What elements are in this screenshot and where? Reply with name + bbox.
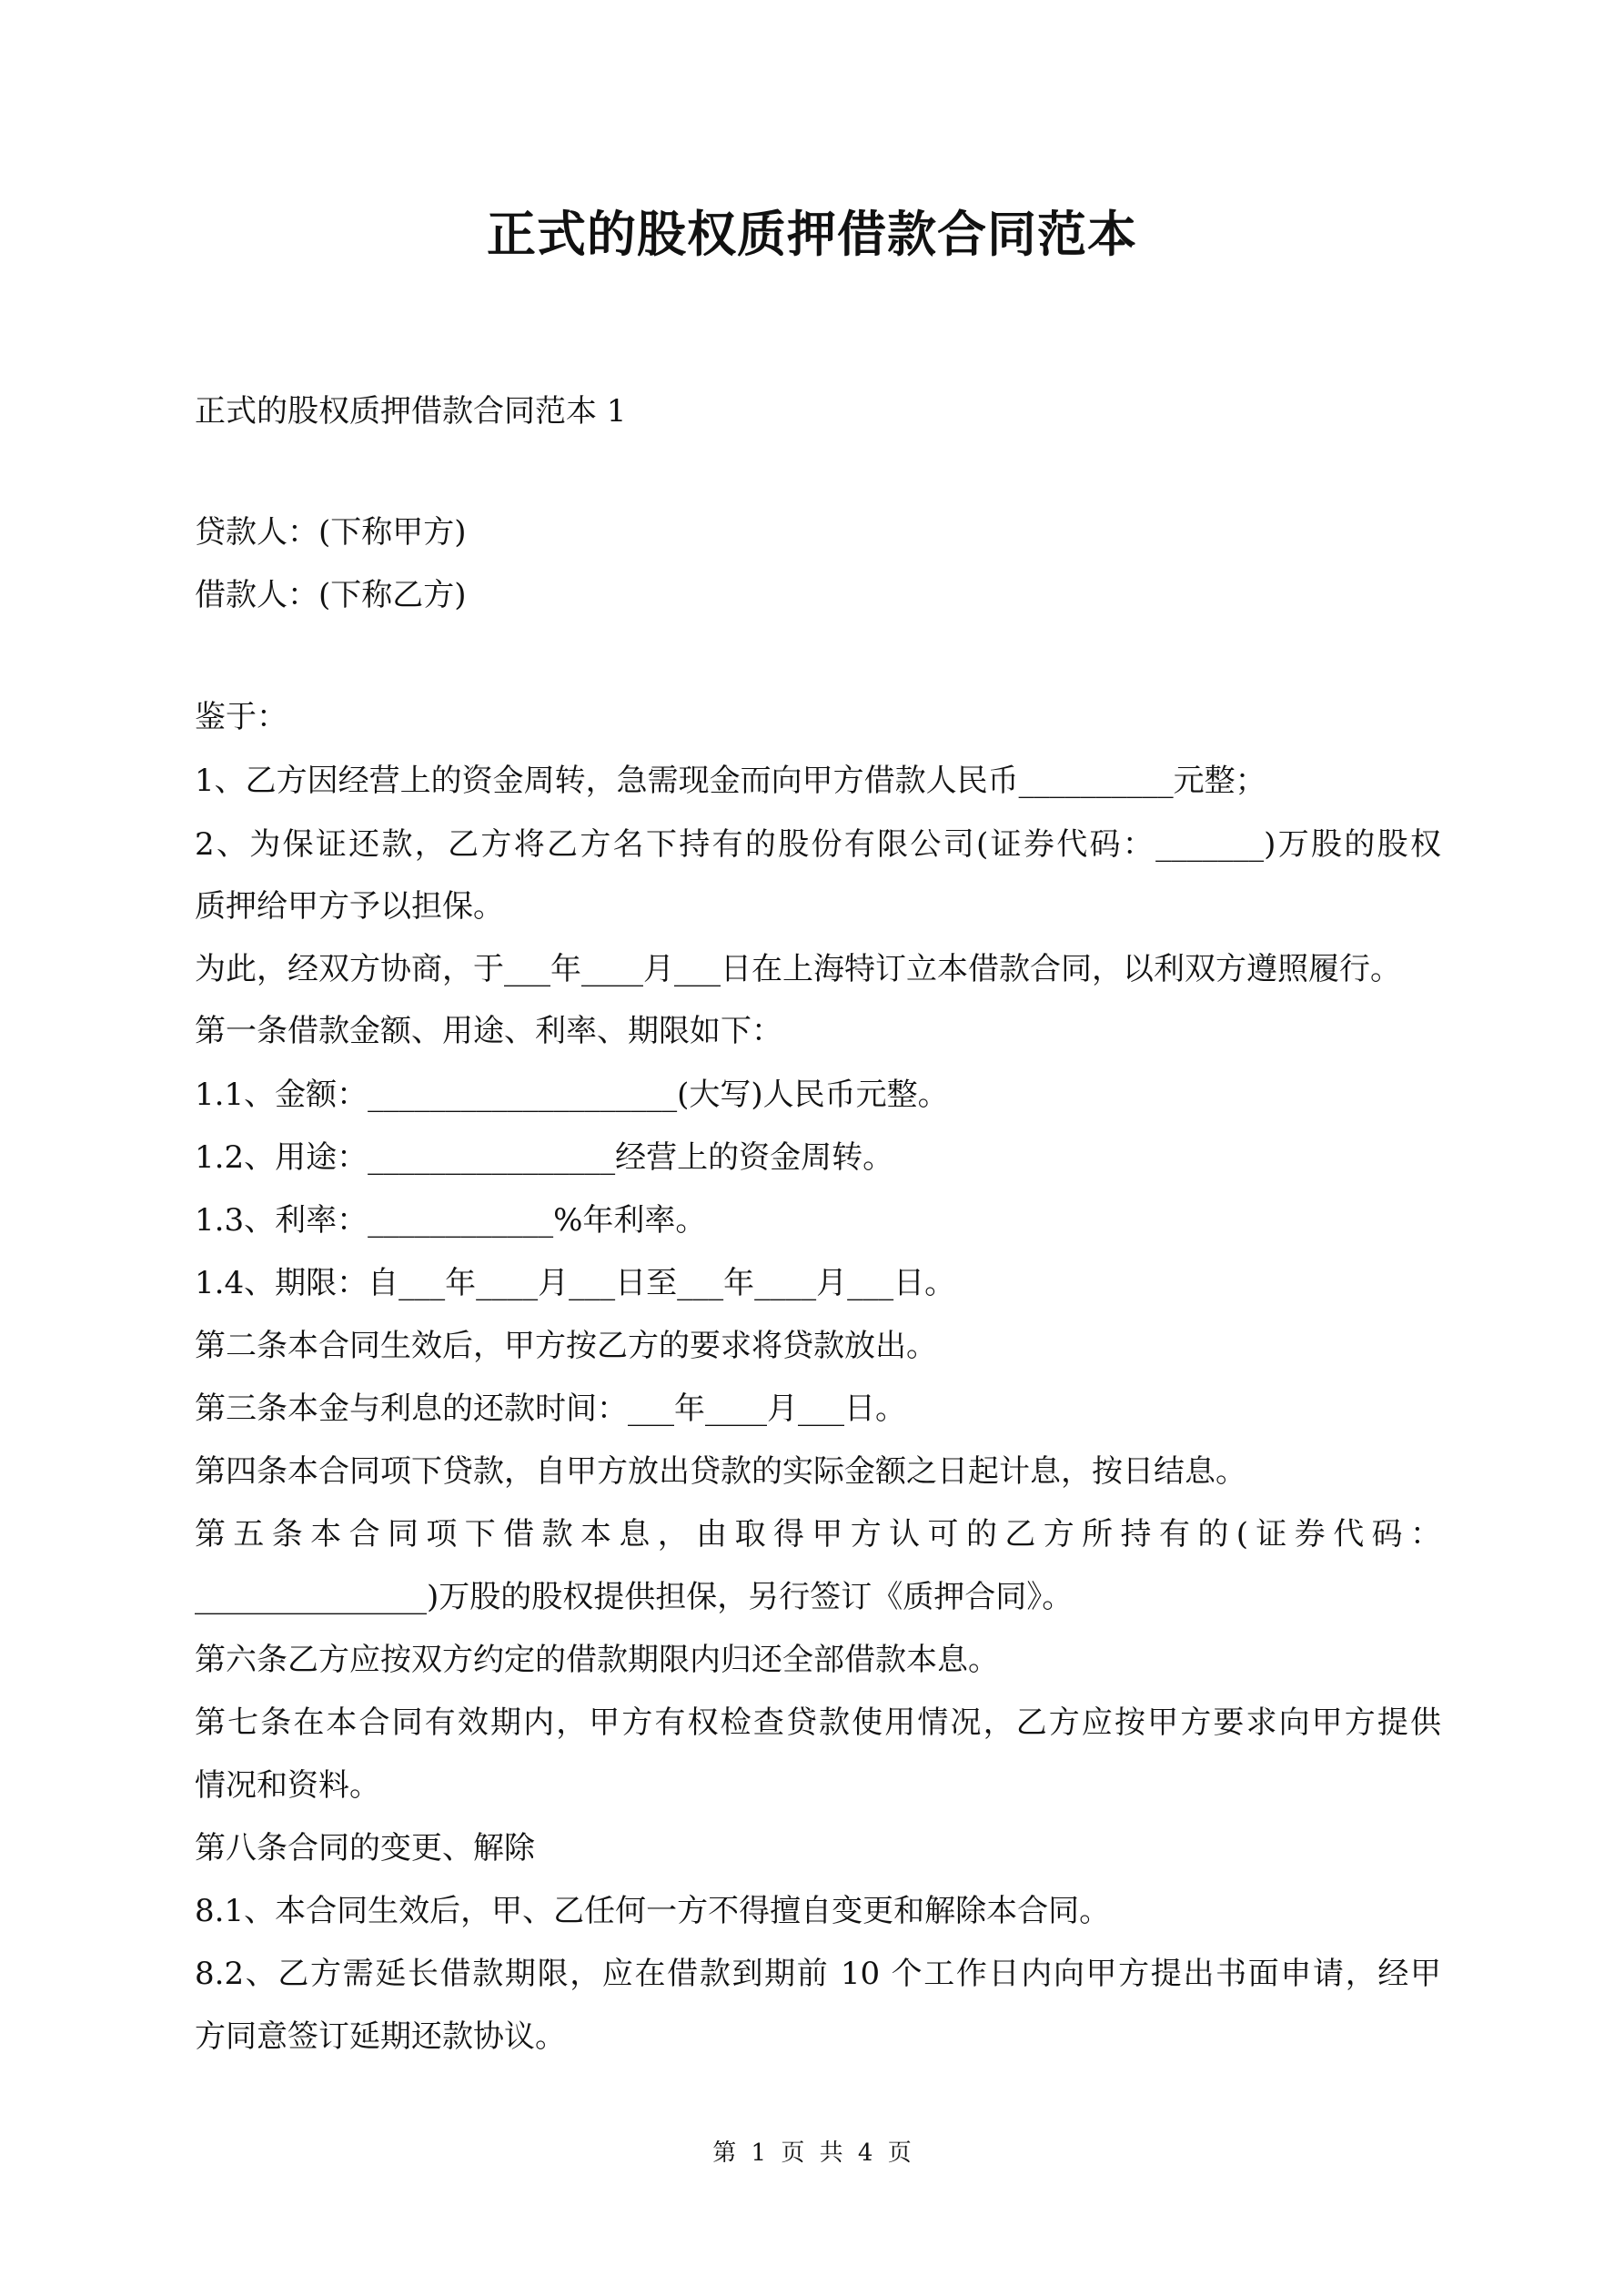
article-5: 第五条本合同项下借款本息，由取得甲方认可的乙方所持有的(证券代码：	[195, 1516, 1441, 1553]
whereas-item-2-cont: 质押给甲方予以担保。	[195, 888, 504, 925]
page-footer: 第 1 页 共 4 页	[712, 2139, 912, 2167]
article-5-cont: _______________)万股的股权提供担保，另行签订《质押合同》。	[195, 1579, 1074, 1615]
clause-1-3: 1.3、利率：____________%年利率。	[195, 1202, 707, 1239]
clause-8-2-cont: 方同意签订延期还款协议。	[195, 2018, 566, 2055]
borrower-line: 借款人：(下称乙方)	[195, 577, 467, 613]
subtitle: 正式的股权质押借款合同范本 1	[195, 393, 627, 430]
article-7-cont: 情况和资料。	[195, 1767, 380, 1804]
article-4: 第四条本合同项下贷款，自甲方放出贷款的实际金额之日起计息，按日结息。	[195, 1453, 1246, 1490]
lender-line: 贷款人：(下称甲方)	[195, 514, 467, 551]
preamble-line: 为此，经双方协商，于___年____月___日在上海特订立本借款合同，以利双方遵照履行。	[195, 951, 1401, 987]
article-8-heading: 第八条合同的变更、解除	[195, 1830, 535, 1866]
article-1-heading: 第一条借款金额、用途、利率、期限如下：	[195, 1013, 782, 1049]
whereas-heading: 鉴于：	[195, 699, 287, 735]
article-2: 第二条本合同生效后，甲方按乙方的要求将贷款放出。	[195, 1328, 937, 1364]
clause-1-1: 1.1、金额：____________________(大写)人民币元整。	[195, 1077, 949, 1113]
article-6: 第六条乙方应按双方约定的借款期限内归还全部借款本息。	[195, 1642, 999, 1678]
clause-8-1: 8.1、本合同生效后，甲、乙任何一方不得擅自变更和解除本合同。	[195, 1893, 1111, 1929]
clause-8-2: 8.2、乙方需延长借款期限，应在借款到期前 10 个工作日内向甲方提出书面申请，经甲	[195, 1956, 1441, 1992]
whereas-item-1: 1、乙方因经营上的资金周转，急需现金而向甲方借款人民币__________元整；	[195, 763, 1266, 799]
whereas-item-2: 2、为保证还款，乙方将乙方名下持有的股份有限公司(证券代码：_______)万股的股权	[195, 826, 1441, 863]
article-3: 第三条本金与利息的还款时间：___年____月___日。	[195, 1391, 906, 1427]
clause-1-2: 1.2、用途：________________经营上的资金周转。	[195, 1139, 894, 1176]
article-7: 第七条在本合同有效期内，甲方有权检查贷款使用情况，乙方应按甲方要求向甲方提供	[195, 1704, 1441, 1741]
clause-1-4: 1.4、期限：自___年____月___日至___年____月___日。	[195, 1265, 956, 1301]
document-title: 正式的股权质押借款合同范本	[487, 205, 1137, 263]
